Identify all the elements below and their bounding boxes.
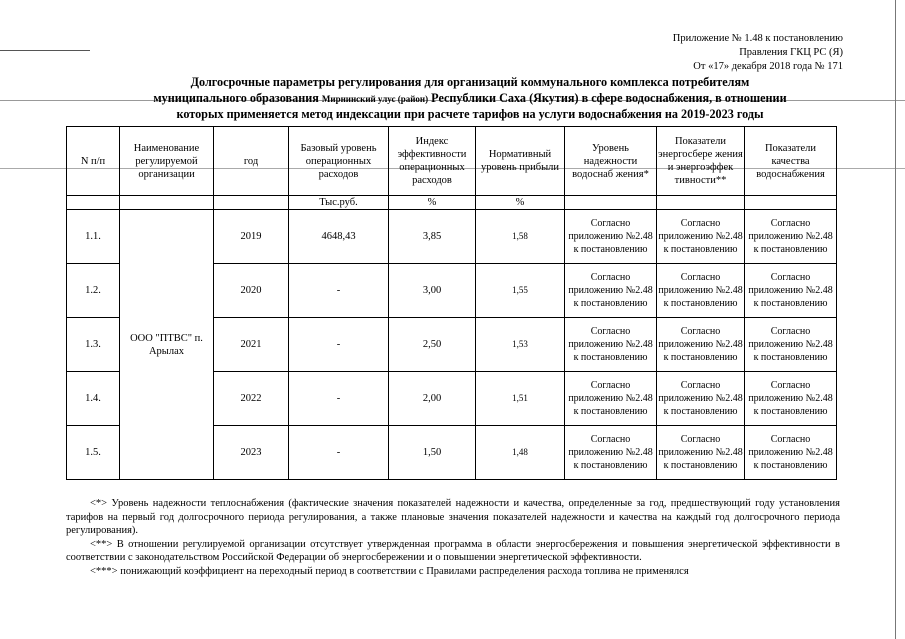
row-reliability-ref: Согласно приложению №2.48 к постановлению — [565, 210, 657, 264]
row-year: 2023 — [214, 426, 289, 480]
appendix-line: Приложение № 1.48 к постановлению — [672, 33, 843, 44]
unit-cell — [657, 196, 745, 210]
row-energy-ref: Согласно приложению №2.48 к постановлению — [657, 426, 745, 480]
row-number: 1.1. — [67, 210, 120, 264]
unit-cell: % — [389, 196, 476, 210]
row-profit-level: 1,48 — [476, 426, 565, 480]
row-year: 2022 — [214, 372, 289, 426]
row-reliability-ref: Согласно приложению №2.48 к постановлению — [565, 426, 657, 480]
row-profit-level: 1,51 — [476, 372, 565, 426]
col-header-profit-level: Нормативный уровень прибыли — [476, 127, 565, 196]
footnote-energy: <**> В отношении регулируемой организации отсутствует утвержденная программа в области энергосбережения и повышения энергетической эффективности в соответствии с законодательством Российской Федерации об энергосбережении и о повышении энергетической эффективности. — [66, 538, 840, 563]
row-base-costs: 4648,43 — [289, 210, 389, 264]
col-header-num: N п/п — [67, 127, 120, 196]
col-header-quality: Показатели качества водоснабжения — [745, 127, 837, 196]
row-base-costs: - — [289, 318, 389, 372]
footnotes — [66, 497, 840, 578]
row-quality-ref: Согласно приложению №2.48 к постановлению — [745, 372, 837, 426]
organization-name: ООО "ПТВС" п. Арылах — [120, 210, 214, 480]
row-energy-ref: Согласно приложению №2.48 к постановлению — [657, 210, 745, 264]
table-row — [67, 210, 837, 264]
unit-cell — [214, 196, 289, 210]
parameters-table — [66, 126, 837, 480]
row-energy-ref: Согласно приложению №2.48 к постановлению — [657, 264, 745, 318]
row-quality-ref: Согласно приложению №2.48 к постановлению — [745, 426, 837, 480]
row-year: 2021 — [214, 318, 289, 372]
unit-cell — [120, 196, 214, 210]
row-efficiency-index: 3,85 — [389, 210, 476, 264]
row-efficiency-index: 2,50 — [389, 318, 476, 372]
row-efficiency-index: 1,50 — [389, 426, 476, 480]
row-year: 2019 — [214, 210, 289, 264]
row-base-costs: - — [289, 264, 389, 318]
row-number: 1.3. — [67, 318, 120, 372]
row-number: 1.5. — [67, 426, 120, 480]
page-title-line-3: которых применяется метод индексации при расчете тарифов на услуги водоснабжения на 2019-2023 годы — [176, 107, 764, 121]
row-base-costs: - — [289, 426, 389, 480]
footnote-coefficient: <***> понижающий коэффициент на переходный период в соответствии с Правилами распределения расхода топлива не применялся — [90, 565, 689, 577]
unit-cell — [67, 196, 120, 210]
title-municipality: муниципального образования — [153, 91, 319, 105]
col-header-reliability: Уровень надежности водоснаб жения* — [565, 127, 657, 196]
table-header-row — [67, 127, 837, 196]
footnote-reliability: <*> Уровень надежности теплоснабжения (фактические значения показателей надежности и качества, определенные за год, предшествующий году установления тарифов на первый год долгосрочного периода регулирования, а также плановые значения показателей надежности и качества на каждый год долгосрочного периода регулирования). — [66, 498, 840, 536]
row-efficiency-index: 3,00 — [389, 264, 476, 318]
unit-cell — [745, 196, 837, 210]
title-district: Мирнинский улус (район) — [321, 94, 429, 104]
row-base-costs: - — [289, 372, 389, 426]
col-header-year: год — [214, 127, 289, 196]
table-units-row — [67, 196, 837, 210]
title-region: Республики Саха (Якутия) в сфере водоснабжения, в отношении — [431, 91, 787, 105]
col-header-base-costs: Базовый уровень операционных расходов — [289, 127, 389, 196]
row-quality-ref: Согласно приложению №2.48 к постановлению — [745, 264, 837, 318]
page-title-line-2 — [40, 91, 900, 106]
row-quality-ref: Согласно приложению №2.48 к постановлению — [745, 318, 837, 372]
date-line: От «17» декабря 2018 года № 171 — [693, 61, 843, 72]
row-energy-ref: Согласно приложению №2.48 к постановлению — [657, 318, 745, 372]
row-reliability-ref: Согласно приложению №2.48 к постановлению — [565, 264, 657, 318]
row-reliability-ref: Согласно приложению №2.48 к постановлению — [565, 372, 657, 426]
row-number: 1.4. — [67, 372, 120, 426]
row-efficiency-index: 2,00 — [389, 372, 476, 426]
scan-line — [0, 50, 90, 51]
col-header-organization: Наименование регулируемой организации — [120, 127, 214, 196]
unit-cell: % — [476, 196, 565, 210]
unit-cell — [565, 196, 657, 210]
row-quality-ref: Согласно приложению №2.48 к постановлению — [745, 210, 837, 264]
row-number: 1.2. — [67, 264, 120, 318]
col-header-efficiency-index: Индекс эффективности операционных расходов — [389, 127, 476, 196]
board-line: Правления ГКЦ РС (Я) — [739, 47, 843, 58]
row-profit-level: 1,53 — [476, 318, 565, 372]
row-profit-level: 1,58 — [476, 210, 565, 264]
row-reliability-ref: Согласно приложению №2.48 к постановлению — [565, 318, 657, 372]
unit-cell: Тыс.руб. — [289, 196, 389, 210]
col-header-energy-saving: Показатели энергосбере жения и энергоэффек тивности** — [657, 127, 745, 196]
row-energy-ref: Согласно приложению №2.48 к постановлению — [657, 372, 745, 426]
row-year: 2020 — [214, 264, 289, 318]
page-title-line-1: Долгосрочные параметры регулирования для организаций коммунального комплекса потребителям — [190, 75, 750, 89]
row-profit-level: 1,55 — [476, 264, 565, 318]
